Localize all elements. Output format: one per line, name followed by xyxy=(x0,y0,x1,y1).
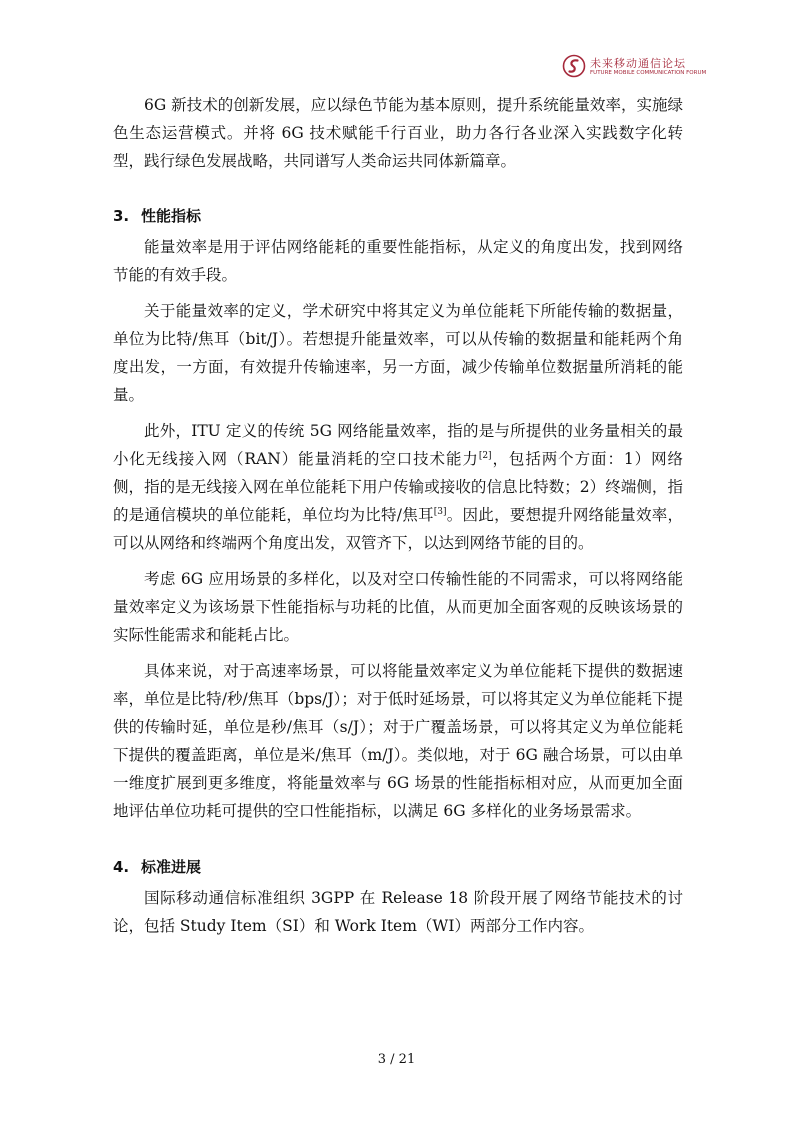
section-3-number: 3. xyxy=(113,207,130,225)
paragraph-3-part-b: ，包括两个方面：1）网络侧，指的是无线接入网在单位能耗下用户传输或接收的信息比特数；2）终端侧，指的是通信模块的单位能耗，单位均为比特/焦耳 xyxy=(113,450,683,524)
forum-logo xyxy=(562,52,707,84)
section-3-paragraph-4: 考虑 6G 应用场景的多样化，以及对空口传输性能的不同需求，可以将网络能量效率定义为该场景下性能指标与功耗的比值，从而更加全面客观的反映该场景的实际性能需求和能耗占比。 xyxy=(113,570,683,644)
section-4-paragraph-1: 国际移动通信标准组织 3GPP 在 Release 18 阶段开展了网络节能技术的讨论，包括 Study Item（SI）和 Work Item（WI）两部分工作内容。 xyxy=(113,889,683,935)
section-3-paragraph-5: 具体来说，对于高速率场景，可以将能量效率定义为单位能耗下提供的数据速率，单位是比特/秒/焦耳（bps/J）；对于低时延场景，可以将其定义为单位能耗下提供的传输时延，单位是秒/焦耳（s/J）；对于广覆盖场景，可以将其定义为单位能耗下提供的覆盖距离，单位是米/焦耳（m/J）。类似地，对于 6G 融合场景，可以由单一维度扩展到更多维度，将能量效率与 6G 场景的性能指标相对应，从而更加全面地评估单位功耗可提供的空口性能指标，以满足 6G 多样化的业务场景需求。 xyxy=(113,662,683,820)
section-4-title: 标准进展 xyxy=(141,858,202,876)
section-4-number: 4. xyxy=(113,858,130,876)
intro-paragraph: 6G 新技术的创新发展，应以绿色节能为基本原则，提升系统能量效率，实施绿色生态运营模式。并将 6G 技术赋能千行百业，助力各行各业深入实践数字化转型，践行绿色发展战略，共同谱写人类命运共同体新篇章。 xyxy=(113,96,683,170)
document-body xyxy=(113,91,683,940)
section-3-heading xyxy=(113,202,683,230)
logo-english-name: FUTURE MOBILE COMMUNICATION FORUM xyxy=(590,70,707,76)
citation-2[interactable]: [2] xyxy=(478,451,492,461)
logo-chinese-name: 未来移动通信论坛 xyxy=(590,57,686,70)
section-3-paragraph-1: 能量效率是用于评估网络能耗的重要性能指标，从定义的角度出发，找到网络节能的有效手段。 xyxy=(113,238,683,284)
section-4-heading xyxy=(113,853,683,881)
page-number: 3 / 21 xyxy=(377,1052,416,1067)
forum-logo-icon xyxy=(562,54,586,78)
section-3-paragraph-3 xyxy=(113,417,683,557)
paragraph-3-part-c: 。因此，要想提升网络能量效率，可以从网络和终端两个角度出发，双管齐下，以达到网络节能的目的。 xyxy=(113,506,683,552)
section-3-paragraph-2: 关于能量效率的定义，学术研究中将其定义为单位能耗下所能传输的数据量，单位为比特/焦耳（bit/J）。若想提升能量效率，可以从传输的数据量和能耗两个角度出发，一方面，有效提升传输速率，另一方面，减少传输单位数据量所消耗的能量。 xyxy=(113,302,683,404)
paragraph-3-part-a: 此外，ITU 定义的传统 5G 网络能量效率，指的是与所提供的业务量相关的最小化无线接入网（RAN）能量消耗的空口技术能力 xyxy=(113,422,683,468)
section-3-title: 性能指标 xyxy=(141,207,202,225)
citation-3[interactable]: [3] xyxy=(433,507,447,517)
